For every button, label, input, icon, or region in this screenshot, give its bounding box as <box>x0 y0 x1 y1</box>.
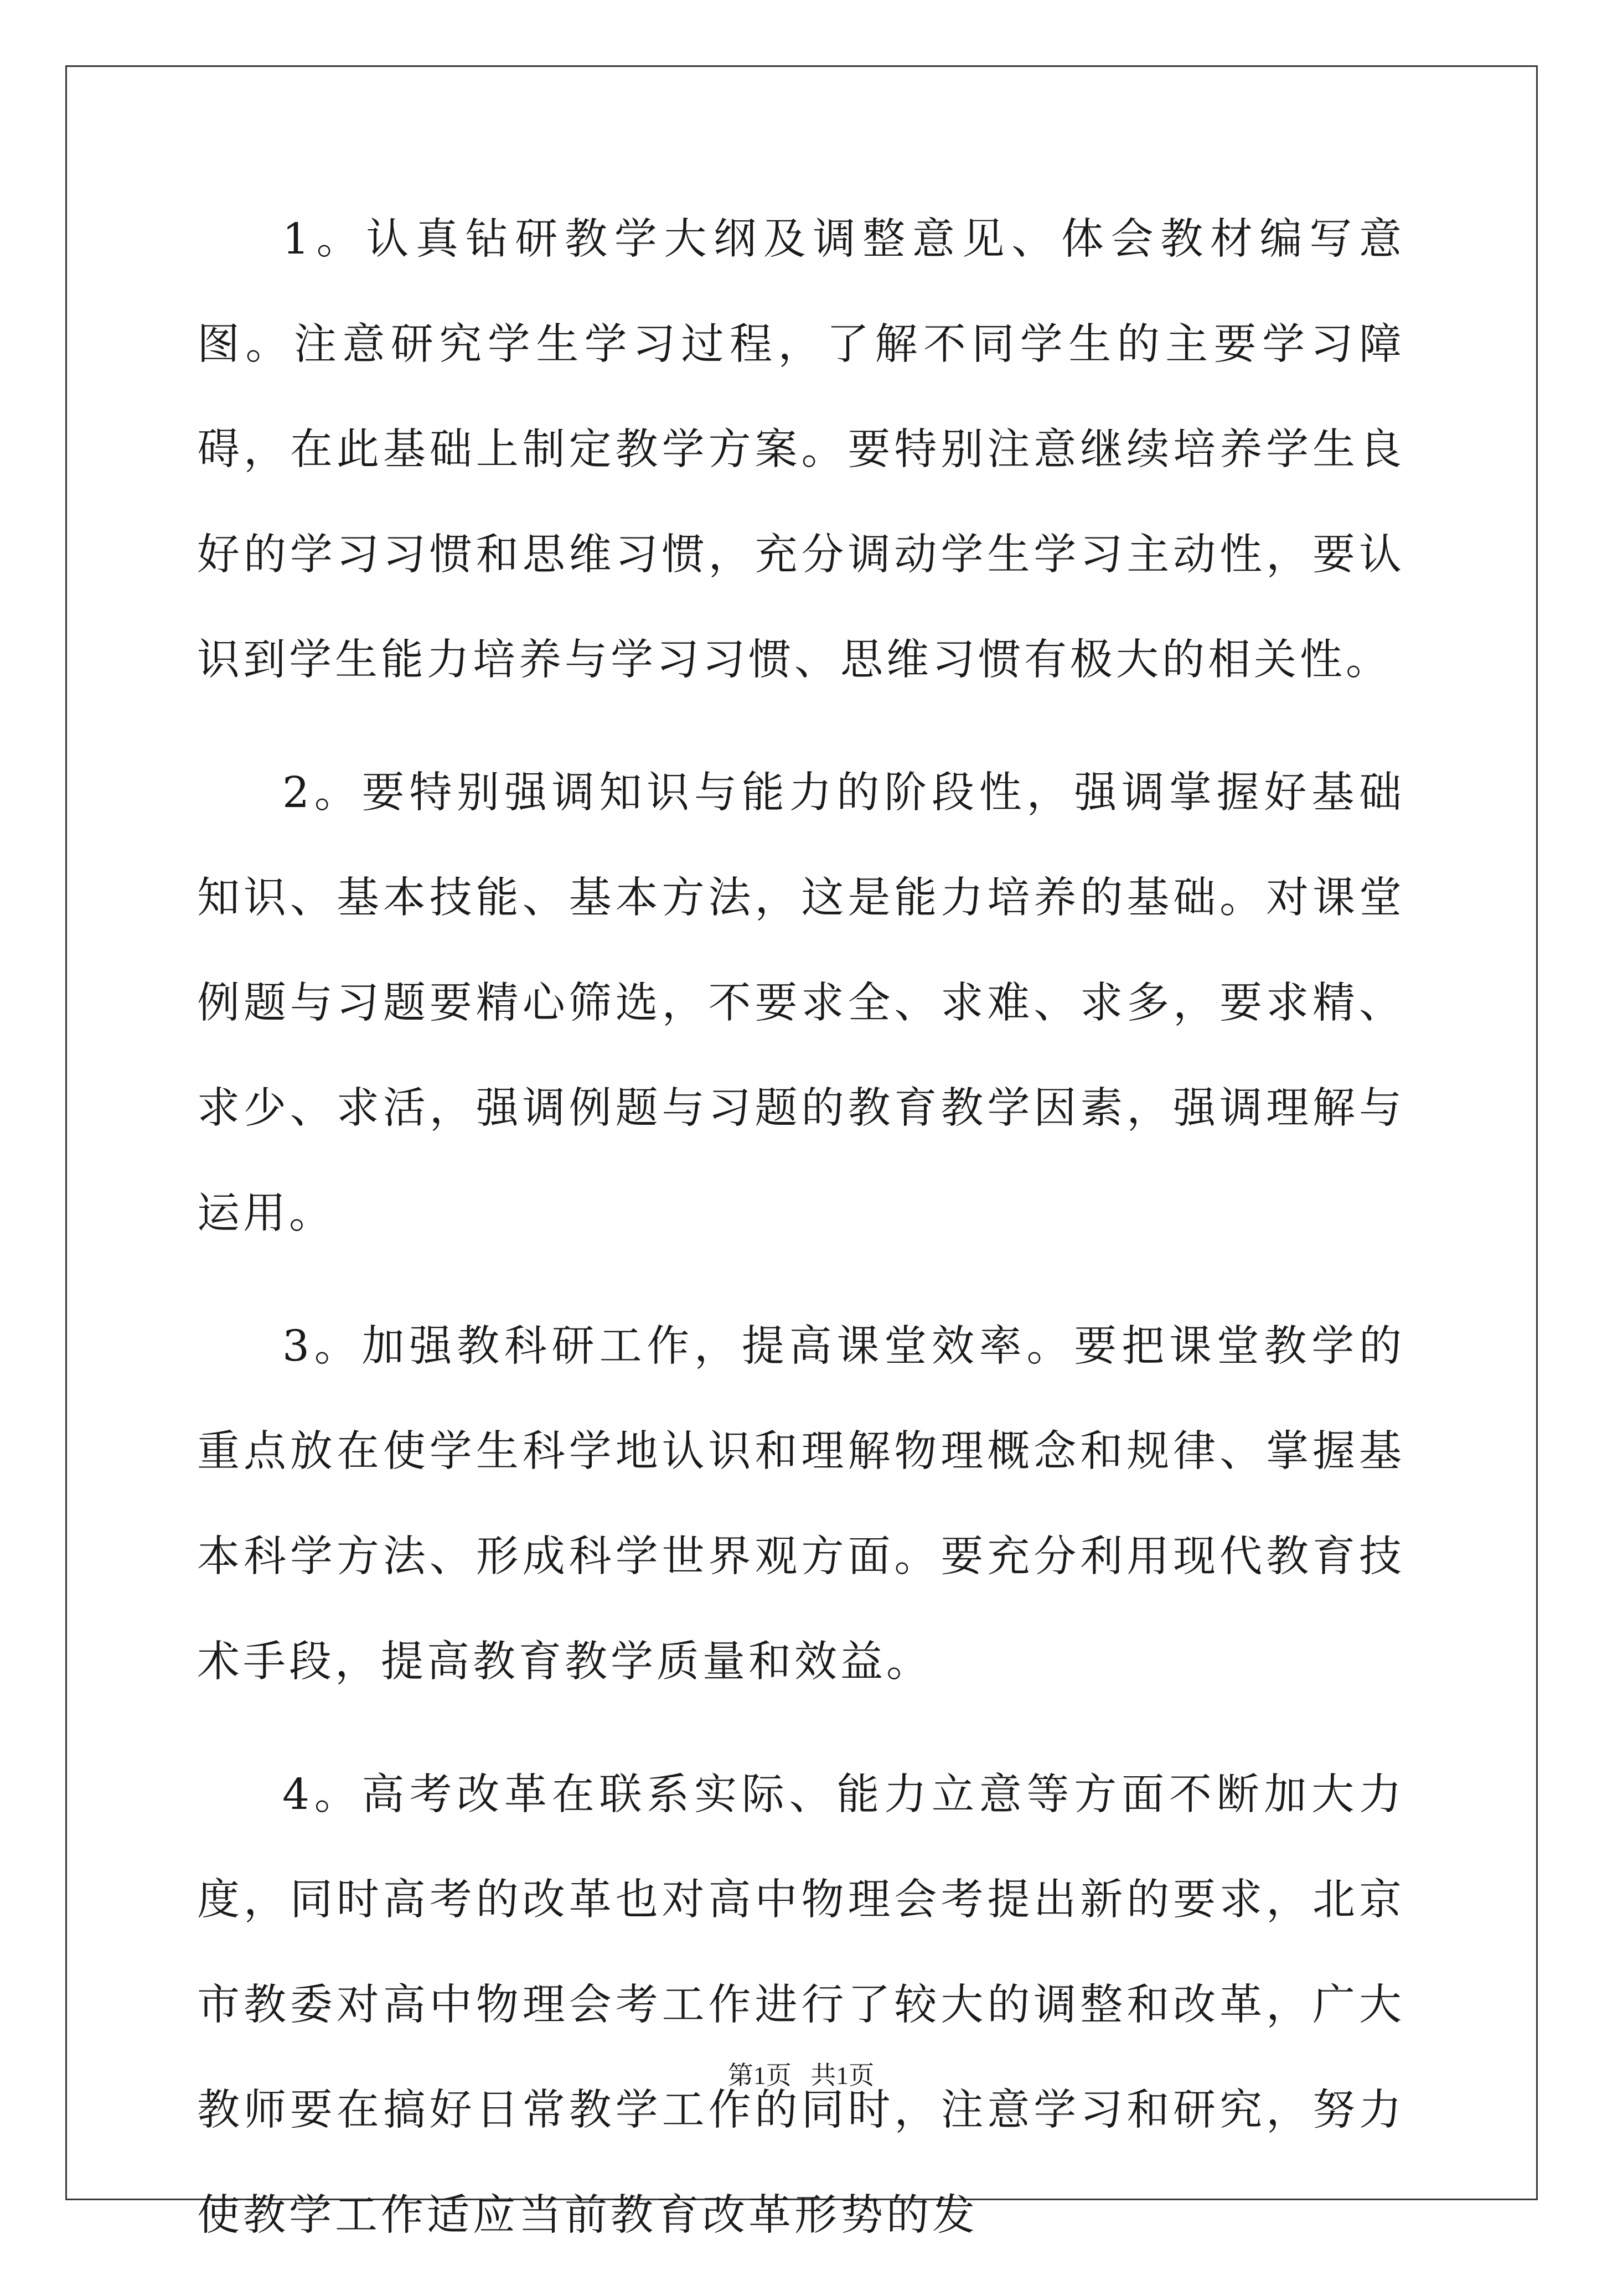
paragraph-4: 4。高考改革在联系实际、能力立意等方面不断加大力度，同时高考的改革也对高中物理会考提出新的要求，北京市教委对高中物理会考工作进行了较大的调整和改革，广大教师要在搞好日常教学工作的同时，注意学习和研究，努力使教学工作适应当前教育改革形势的发 <box>197 1770 1405 2240</box>
document-body <box>197 187 1405 2296</box>
paragraph-3: 3。加强教科研工作，提高课堂效率。要把课堂教学的重点放在使学生科学地认识和理解物理概念和规律、掌握基本科学方法、形成科学世界观方面。要充分利用现代教育技术手段，提高教育教学质量和效益。 <box>197 1322 1405 1687</box>
paragraph-1: 1。认真钻研教学大纲及调整意见、体会教材编写意图。注意研究学生学习过程，了解不同学生的主要学习障碍，在此基础上制定教学方案。要特别注意继续培养学生良好的学习习惯和思维习惯，充分调动学生学习主动性，要认识到学生能力培养与学习习惯、思维习惯有极大的相关性。 <box>197 215 1405 685</box>
paragraph-2: 2。要特别强调知识与能力的阶段性，强调掌握好基础知识、基本技能、基本方法，这是能力培养的基础。对课堂例题与习题要精心筛选，不要求全、求难、求多，要求精、求少、求活，强调例题与习题的教育教学因素，强调理解与运用。 <box>197 768 1405 1238</box>
page-number-footer: 第1页 共1页 <box>727 2061 875 2090</box>
